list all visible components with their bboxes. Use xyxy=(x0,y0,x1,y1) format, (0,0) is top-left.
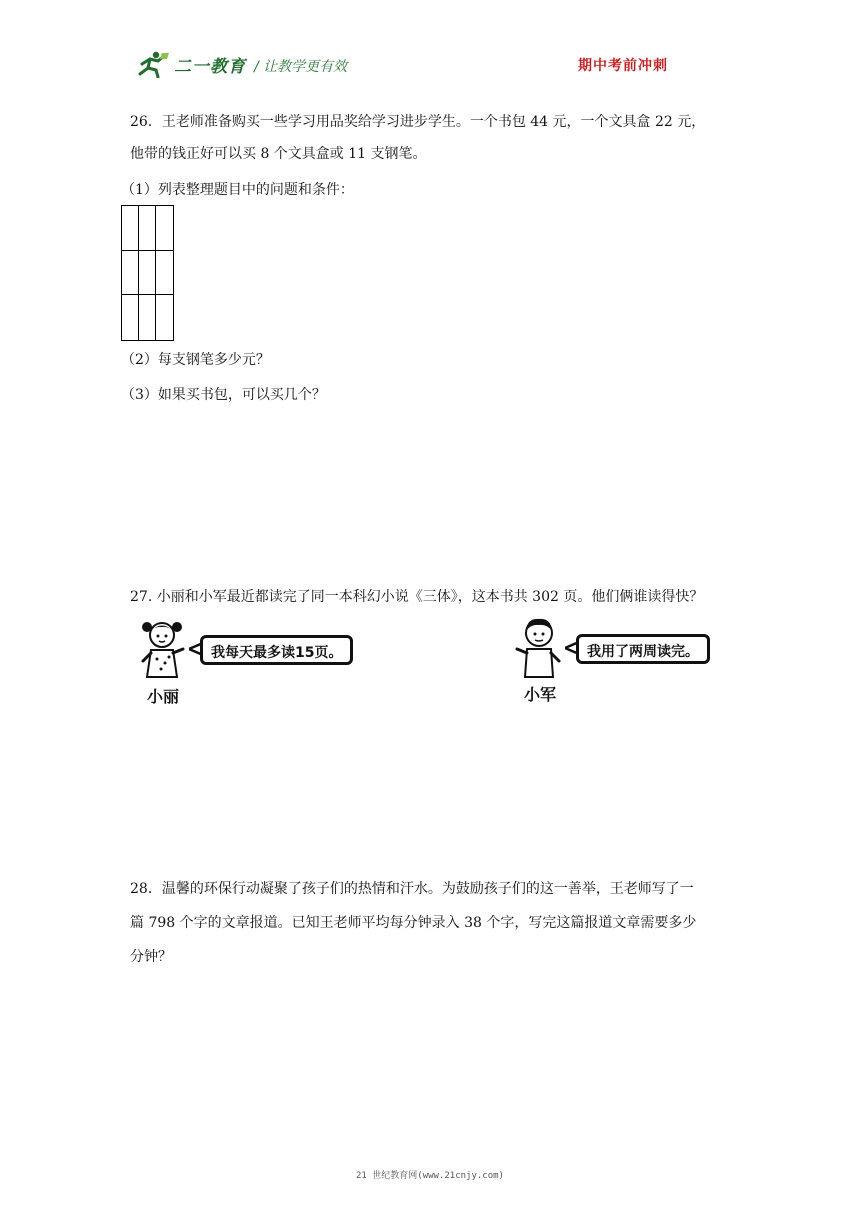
q26-line2: 他带的钱正好可以买 8 个文具盒或 11 支钢笔。 xyxy=(130,146,427,162)
logo-name: 二一教育 xyxy=(174,56,246,77)
table-cell[interactable] xyxy=(156,295,173,340)
q28-line1: 28．温馨的环保行动凝聚了孩子们的热情和汗水。为鼓励孩子们的这一善举，王老师写了一 xyxy=(130,881,694,897)
table-cell[interactable] xyxy=(122,206,139,251)
header-exam-label: 期中考前冲刺 xyxy=(578,58,668,74)
q28-line3: 分钟？ xyxy=(130,949,172,965)
xiaoli-name-label: 小丽 xyxy=(147,687,180,706)
q27-line1: 27. 小丽和小军最近都读完了同一本科幻小说《三体》，这本书共 302 页。他们俩谁读得快？ xyxy=(130,589,704,605)
xiaojun-name-label: 小军 xyxy=(524,685,557,704)
boy-figure-icon xyxy=(513,615,563,681)
q26-sub2: （2）每支钢笔多少元？ xyxy=(121,352,270,368)
q28-line2: 篇 798 个字的文章报道。已知王老师平均每分钟录入 38 个字，写完这篇报道文章需要多少 xyxy=(130,915,697,931)
xiaoli-speech-bubble: 我每天最多读15页。 xyxy=(200,635,353,665)
runner-logo-icon xyxy=(136,50,170,78)
page-footer: 21 世纪教育网(www.21cnjy.com) xyxy=(356,1171,504,1181)
table-cell[interactable] xyxy=(122,251,139,296)
table-cell[interactable] xyxy=(122,295,139,340)
q26-sub1: （1）列表整理题目中的问题和条件： xyxy=(121,182,354,198)
answer-table-grid xyxy=(121,205,174,341)
q26-sub3: （3）如果买书包，可以买几个？ xyxy=(121,387,326,403)
table-cell[interactable] xyxy=(156,206,173,251)
xiaojun-speech-bubble: 我用了两周读完。 xyxy=(576,634,710,664)
table-cell[interactable] xyxy=(139,251,156,296)
brand-logo xyxy=(136,50,246,78)
table-cell[interactable] xyxy=(139,295,156,340)
table-cell[interactable] xyxy=(139,206,156,251)
girl-figure-icon xyxy=(139,617,185,683)
table-cell[interactable] xyxy=(156,251,173,296)
q26-line1: 26．王老师准备购买一些学习用品奖给学习进步学生。一个书包 44 元，一个文具盒 22 元， xyxy=(130,114,706,130)
header-slogan: / 让教学更有效 xyxy=(254,59,348,75)
